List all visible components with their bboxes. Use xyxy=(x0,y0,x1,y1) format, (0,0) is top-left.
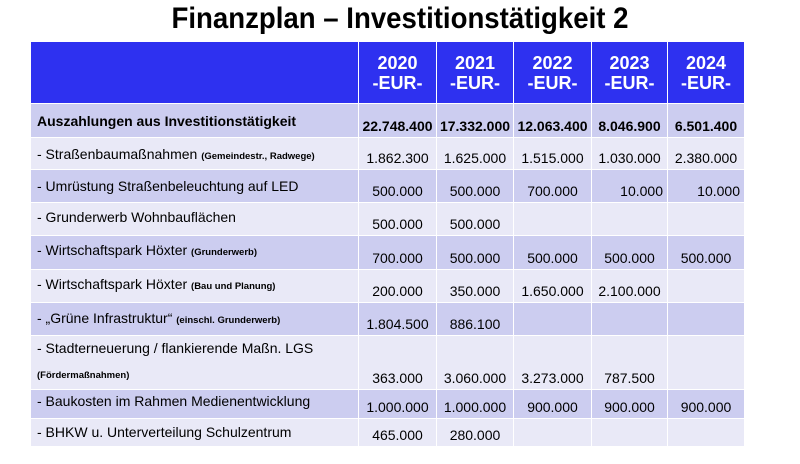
row-note: (Gemeindestr., Radwege) xyxy=(201,150,315,162)
row-label-cell xyxy=(31,138,359,170)
row-note: (einschl. Grunderwerb) xyxy=(176,315,281,326)
table-cell xyxy=(668,303,745,336)
table-cell: 363.000 xyxy=(359,336,437,390)
table-cell xyxy=(668,203,745,236)
table-cell: 2.380.000 xyxy=(668,138,745,170)
year-label: 2022 xyxy=(532,52,573,73)
table-cell: 1.000.000 xyxy=(359,390,437,419)
table-row xyxy=(31,419,745,447)
table-cell: 1.515.000 xyxy=(514,138,592,170)
row-label: - Umrüstung Straßenbeleuchtung auf LED xyxy=(31,170,359,203)
page-title: Finanzplan – Investitionstätigkeit 2 xyxy=(171,2,629,35)
table-cell: 700.000 xyxy=(359,236,437,270)
table-cell: 6.501.400 xyxy=(668,104,745,138)
table-cell xyxy=(668,419,745,447)
unit-label: -EUR- xyxy=(604,72,655,93)
row-label: - Straßenbaumaßnahmen xyxy=(37,145,202,162)
table-cell: 465.000 xyxy=(359,419,437,447)
unit-label: -EUR- xyxy=(527,72,578,93)
column-header-2023 xyxy=(592,42,668,104)
table-row-total xyxy=(31,104,745,138)
table-cell xyxy=(668,336,745,390)
row-label: Auszahlungen aus Investitionstätigkeit xyxy=(31,104,359,138)
table-cell: 1.804.500 xyxy=(359,303,437,336)
table-row xyxy=(31,336,745,390)
table-row xyxy=(31,390,745,419)
table-cell: 500.000 xyxy=(668,236,745,270)
table-cell xyxy=(592,203,668,236)
unit-label: -EUR- xyxy=(450,72,500,93)
table-cell: 500.000 xyxy=(437,236,514,270)
table-cell: 10.000 xyxy=(668,170,745,203)
table-row xyxy=(31,236,745,270)
table-cell: 22.748.400 xyxy=(359,104,437,138)
row-label-cell xyxy=(31,236,359,270)
table-row xyxy=(31,270,745,303)
table-cell: 200.000 xyxy=(359,270,437,303)
year-label: 2021 xyxy=(454,52,496,73)
table-cell: 17.332.000 xyxy=(437,104,514,138)
table-cell: 700.000 xyxy=(514,170,592,203)
table-cell: 900.000 xyxy=(514,390,592,419)
table-cell: 886.100 xyxy=(437,303,514,336)
table-row xyxy=(31,303,745,336)
table-cell: 900.000 xyxy=(592,390,668,419)
column-header-2020 xyxy=(359,42,437,104)
table-cell xyxy=(592,419,668,447)
table-cell: 1.625.000 xyxy=(437,138,514,170)
column-header-2022 xyxy=(514,42,592,104)
table-cell xyxy=(592,303,668,336)
finance-table xyxy=(30,41,745,447)
table-cell: 500.000 xyxy=(359,203,437,236)
unit-label: -EUR- xyxy=(681,72,731,93)
table-cell: 12.063.400 xyxy=(514,104,592,138)
row-note: (Grunderwerb) xyxy=(191,247,258,258)
table-cell: 500.000 xyxy=(437,203,514,236)
year-label: 2020 xyxy=(377,52,418,73)
table-cell: 500.000 xyxy=(359,170,437,203)
year-label: 2024 xyxy=(685,52,727,73)
table-cell: 2.100.000 xyxy=(592,270,668,303)
header-row xyxy=(31,42,745,104)
row-label: - Grunderwerb Wohnbauflächen xyxy=(31,203,359,236)
row-label: - BHKW u. Unterverteilung Schulzentrum xyxy=(31,419,359,447)
table-cell: 1.862.300 xyxy=(359,138,437,170)
row-label: - Baukosten im Rahmen Medienentwicklung xyxy=(31,390,359,419)
row-label: - Wirtschaftspark Höxter xyxy=(37,242,192,258)
row-note: (Fördermaßnahmen) xyxy=(37,370,130,381)
table-row xyxy=(31,138,745,170)
table-cell: 500.000 xyxy=(514,236,592,270)
table-cell: 500.000 xyxy=(592,236,668,270)
row-label-cell xyxy=(31,270,359,303)
table-cell xyxy=(514,419,592,447)
table-cell xyxy=(514,303,592,336)
row-label: - Stadterneuerung / flankierende Maßn. LGS xyxy=(37,340,314,356)
table-cell: 1.650.000 xyxy=(514,270,592,303)
row-label-cell xyxy=(31,303,359,336)
row-label-cell xyxy=(31,336,359,390)
table-cell xyxy=(514,203,592,236)
column-header-2021 xyxy=(437,42,514,104)
table-row xyxy=(31,203,745,236)
table-cell: 3.273.000 xyxy=(514,336,592,390)
table-cell: 280.000 xyxy=(437,419,514,447)
table-cell: 900.000 xyxy=(668,390,745,419)
row-note: (Bau und Planung) xyxy=(191,281,276,292)
header-blank-cell xyxy=(31,42,359,104)
unit-label: -EUR- xyxy=(372,72,423,93)
column-header-2024 xyxy=(668,42,745,104)
table-cell: 787.500 xyxy=(592,336,668,390)
row-label: - „Grüne Infrastruktur“ xyxy=(37,310,177,326)
table-cell: 8.046.900 xyxy=(592,104,668,138)
table-cell: 350.000 xyxy=(437,270,514,303)
table-cell: 500.000 xyxy=(437,170,514,203)
table-cell: 10.000 xyxy=(592,170,668,203)
table-cell: 3.060.000 xyxy=(437,336,514,390)
table-row xyxy=(31,170,745,203)
table-cell: 1.030.000 xyxy=(592,138,668,170)
table-cell xyxy=(668,270,745,303)
year-label: 2023 xyxy=(609,52,650,73)
row-label: - Wirtschaftspark Höxter xyxy=(37,276,192,292)
table-cell: 1.000.000 xyxy=(437,390,514,419)
